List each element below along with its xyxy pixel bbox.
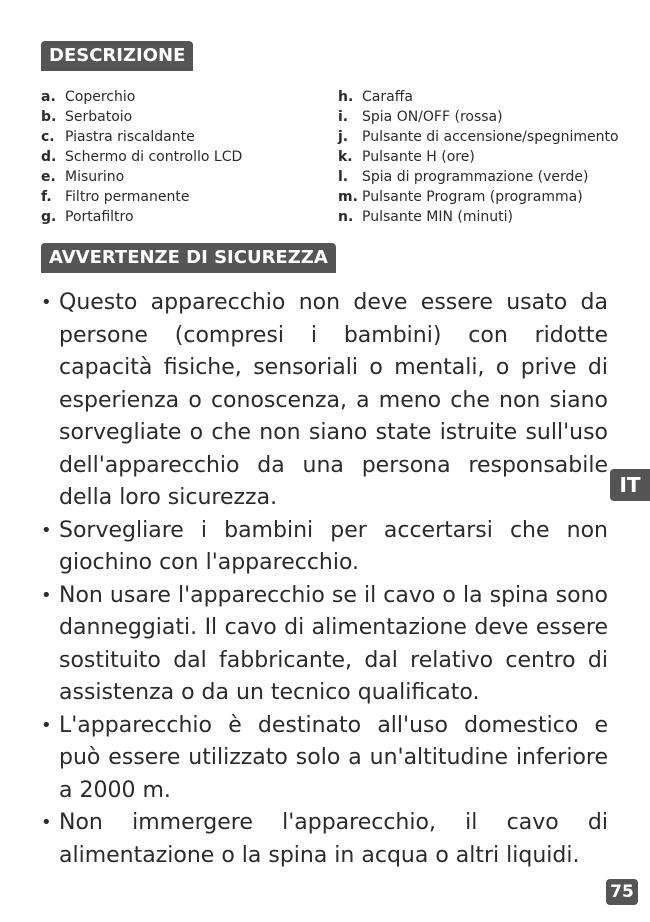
part-item [338,87,619,107]
parts-list-left [41,87,242,227]
part-label: Piastra riscaldante [65,129,195,145]
warning-item [41,287,608,515]
part-item [338,207,619,227]
page-number: 75 [606,879,638,905]
part-letter: h. [338,89,354,105]
part-item [338,127,619,147]
warning-text: L'apparecchio è destinato all'uso domestico e può essere utilizzato solo a un'altitudine inferiore a 2000 m. [59,712,608,803]
part-label: Pulsante H (ore) [362,149,475,165]
warning-item [41,710,608,808]
part-letter: c. [41,129,55,145]
part-letter: g. [41,209,57,225]
bullet-icon: • [41,519,52,541]
part-item [41,87,242,107]
part-letter: l. [338,169,349,185]
warning-item [41,807,608,872]
bullet-icon: • [41,292,52,313]
part-item [338,187,619,207]
part-item [338,167,619,187]
language-tab: IT [610,469,650,501]
warning-item [41,580,608,710]
part-label: Pulsante Program (programma) [362,189,583,205]
part-label: Misurino [65,169,125,185]
part-item [41,167,242,187]
part-item [338,107,619,127]
section-header-avvertenze: AVVERTENZE DI SICUREZZA [41,243,336,273]
warning-text: Questo apparecchio non deve essere usato da persone (compresi i bambini) con ridotte capacità fisiche, sensoriali o mentali, o prive di esperienza o conoscenza, a meno che non siano sorvegliate o che non siano state istruite sull'uso dell'apparecchio da una persona responsabile della loro sicurezza. [59,290,608,510]
bullet-icon: • [41,584,52,606]
part-label: Caraffa [362,89,413,105]
warning-text: Non immergere l'apparecchio, il cavo di alimentazione o la spina in acqua o altri liquidi. [59,810,608,868]
part-letter: f. [41,189,52,205]
part-letter: j. [338,129,349,145]
part-letter: k. [338,149,353,165]
part-label: Pulsante di accensione/spegnimento [362,129,619,145]
safety-warnings-list [41,287,608,872]
section-header-descrizione: DESCRIZIONE [41,41,193,71]
warning-item [41,515,608,580]
part-label: Pulsante MIN (minuti) [362,209,513,225]
part-letter: e. [41,169,56,185]
part-letter: d. [41,149,57,165]
part-label: Coperchio [65,89,136,105]
part-item [41,127,242,147]
part-label: Serbatoio [65,109,133,125]
part-letter: b. [41,109,57,125]
parts-list-right [338,87,619,227]
part-letter: n. [338,209,354,225]
part-letter: m. [338,189,358,205]
part-label: Filtro permanente [65,189,190,205]
part-item [338,147,619,167]
part-letter: i. [338,109,349,125]
bullet-icon: • [41,714,52,736]
part-item [41,147,242,167]
warning-text: Sorvegliare i bambini per accertarsi che non giochino con l'apparecchio. [59,517,608,575]
bullet-icon: • [41,812,52,833]
part-label: Schermo di controllo LCD [65,149,243,165]
warning-text: Non usare l'apparecchio se il cavo o la spina sono danneggiati. Il cavo di alimentazione deve essere sostituito dal fabbricante, dal relativo centro di assistenza o da un tecnico qualificato. [59,582,608,705]
part-item [41,187,242,207]
part-label: Portafiltro [65,209,134,225]
part-item [41,107,242,127]
part-label: Spia di programmazione (verde) [362,169,589,185]
part-item [41,207,242,227]
part-letter: a. [41,89,56,105]
part-label: Spia ON/OFF (rossa) [362,109,503,125]
